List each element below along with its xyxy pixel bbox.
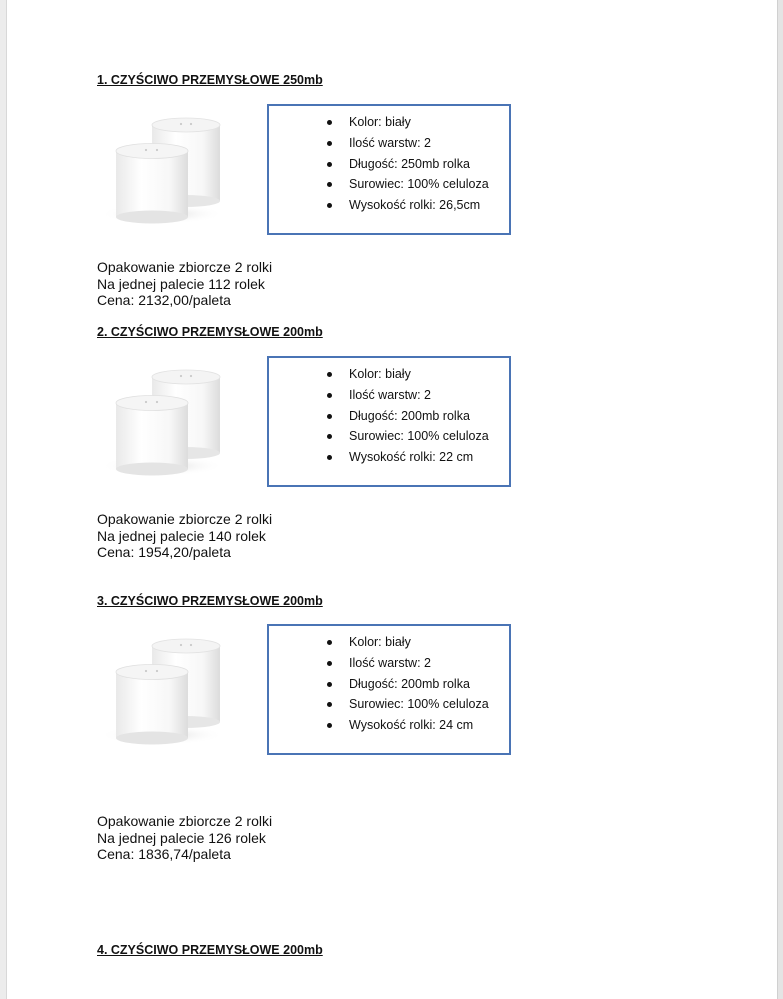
product-section-2	[97, 325, 697, 565]
paper-roll-pair-icon	[97, 111, 227, 231]
paper-roll-pair-icon	[97, 632, 227, 752]
spec-item-length: Długość: 200mb rolka	[349, 406, 509, 427]
spec-item-length: Długość: 250mb rolka	[349, 154, 509, 175]
pallet-text: Na jednej palecie 126 rolek	[97, 829, 266, 846]
spec-item-material: Surowiec: 100% celuloza	[349, 174, 509, 195]
paper-roll-pair-icon	[97, 363, 227, 483]
spec-item-height: Wysokość rolki: 26,5cm	[349, 195, 509, 216]
product-info	[97, 259, 272, 309]
spec-item-height: Wysokość rolki: 22 cm	[349, 447, 509, 468]
packaging-text: Opakowanie zbiorcze 2 rolki	[97, 511, 273, 527]
bullet-dot-icon	[327, 414, 332, 419]
spec-item-layers: Ilość warstw: 2	[349, 653, 509, 674]
spec-list	[269, 106, 509, 216]
product-heading: 3. CZYŚCIWO PRZEMYSŁOWE 200mb	[97, 594, 323, 608]
bullet-dot-icon	[327, 141, 332, 146]
bullet-dot-icon	[327, 372, 332, 377]
spec-item-layers: Ilość warstw: 2	[349, 385, 509, 406]
pallet-text: Na jednej palecie 140 rolek	[97, 527, 266, 544]
bullet-dot-icon	[327, 162, 332, 167]
price-text: Cena: 1836,74/paleta	[97, 846, 231, 862]
spec-box	[267, 104, 511, 235]
price-text: Cena: 1954,20/paleta	[97, 544, 231, 560]
product-heading: 2. CZYŚCIWO PRZEMYSŁOWE 200mb	[97, 325, 323, 339]
spec-item-color: Kolor: biały	[349, 112, 509, 133]
spec-item-color: Kolor: biały	[349, 632, 509, 653]
spec-box	[267, 624, 511, 755]
product-section-3	[97, 594, 697, 874]
product-heading: 4. CZYŚCIWO PRZEMYSŁOWE 200mb	[97, 943, 323, 957]
product-info	[97, 511, 272, 561]
product-info	[97, 813, 272, 863]
spec-item-height: Wysokość rolki: 24 cm	[349, 715, 509, 736]
product-section-4	[97, 943, 697, 973]
bullet-dot-icon	[327, 723, 332, 728]
packaging-text: Opakowanie zbiorcze 2 rolki	[97, 259, 273, 275]
bullet-dot-icon	[327, 640, 332, 645]
spec-list	[269, 626, 509, 736]
bullet-dot-icon	[327, 682, 332, 687]
bullet-dot-icon	[327, 434, 332, 439]
bullet-dot-icon	[327, 393, 332, 398]
bullet-dot-icon	[327, 661, 332, 666]
document-page	[7, 0, 777, 999]
spec-list	[269, 358, 509, 468]
bullet-dot-icon	[327, 182, 332, 187]
price-text: Cena: 2132,00/paleta	[97, 292, 231, 308]
packaging-text: Opakowanie zbiorcze 2 rolki	[97, 813, 273, 829]
spec-item-material: Surowiec: 100% celuloza	[349, 694, 509, 715]
spec-item-material: Surowiec: 100% celuloza	[349, 426, 509, 447]
window-edge-right	[777, 0, 783, 999]
product-heading: 1. CZYŚCIWO PRZEMYSŁOWE 250mb	[97, 73, 323, 87]
bullet-dot-icon	[327, 455, 332, 460]
pallet-text: Na jednej palecie 112 rolek	[97, 275, 265, 292]
bullet-dot-icon	[327, 120, 332, 125]
spec-box	[267, 356, 511, 487]
window-edge-left	[0, 0, 7, 999]
spec-item-color: Kolor: biały	[349, 364, 509, 385]
spec-item-length: Długość: 200mb rolka	[349, 674, 509, 695]
spec-item-layers: Ilość warstw: 2	[349, 133, 509, 154]
bullet-dot-icon	[327, 702, 332, 707]
bullet-dot-icon	[327, 203, 332, 208]
product-section-1	[97, 73, 697, 313]
